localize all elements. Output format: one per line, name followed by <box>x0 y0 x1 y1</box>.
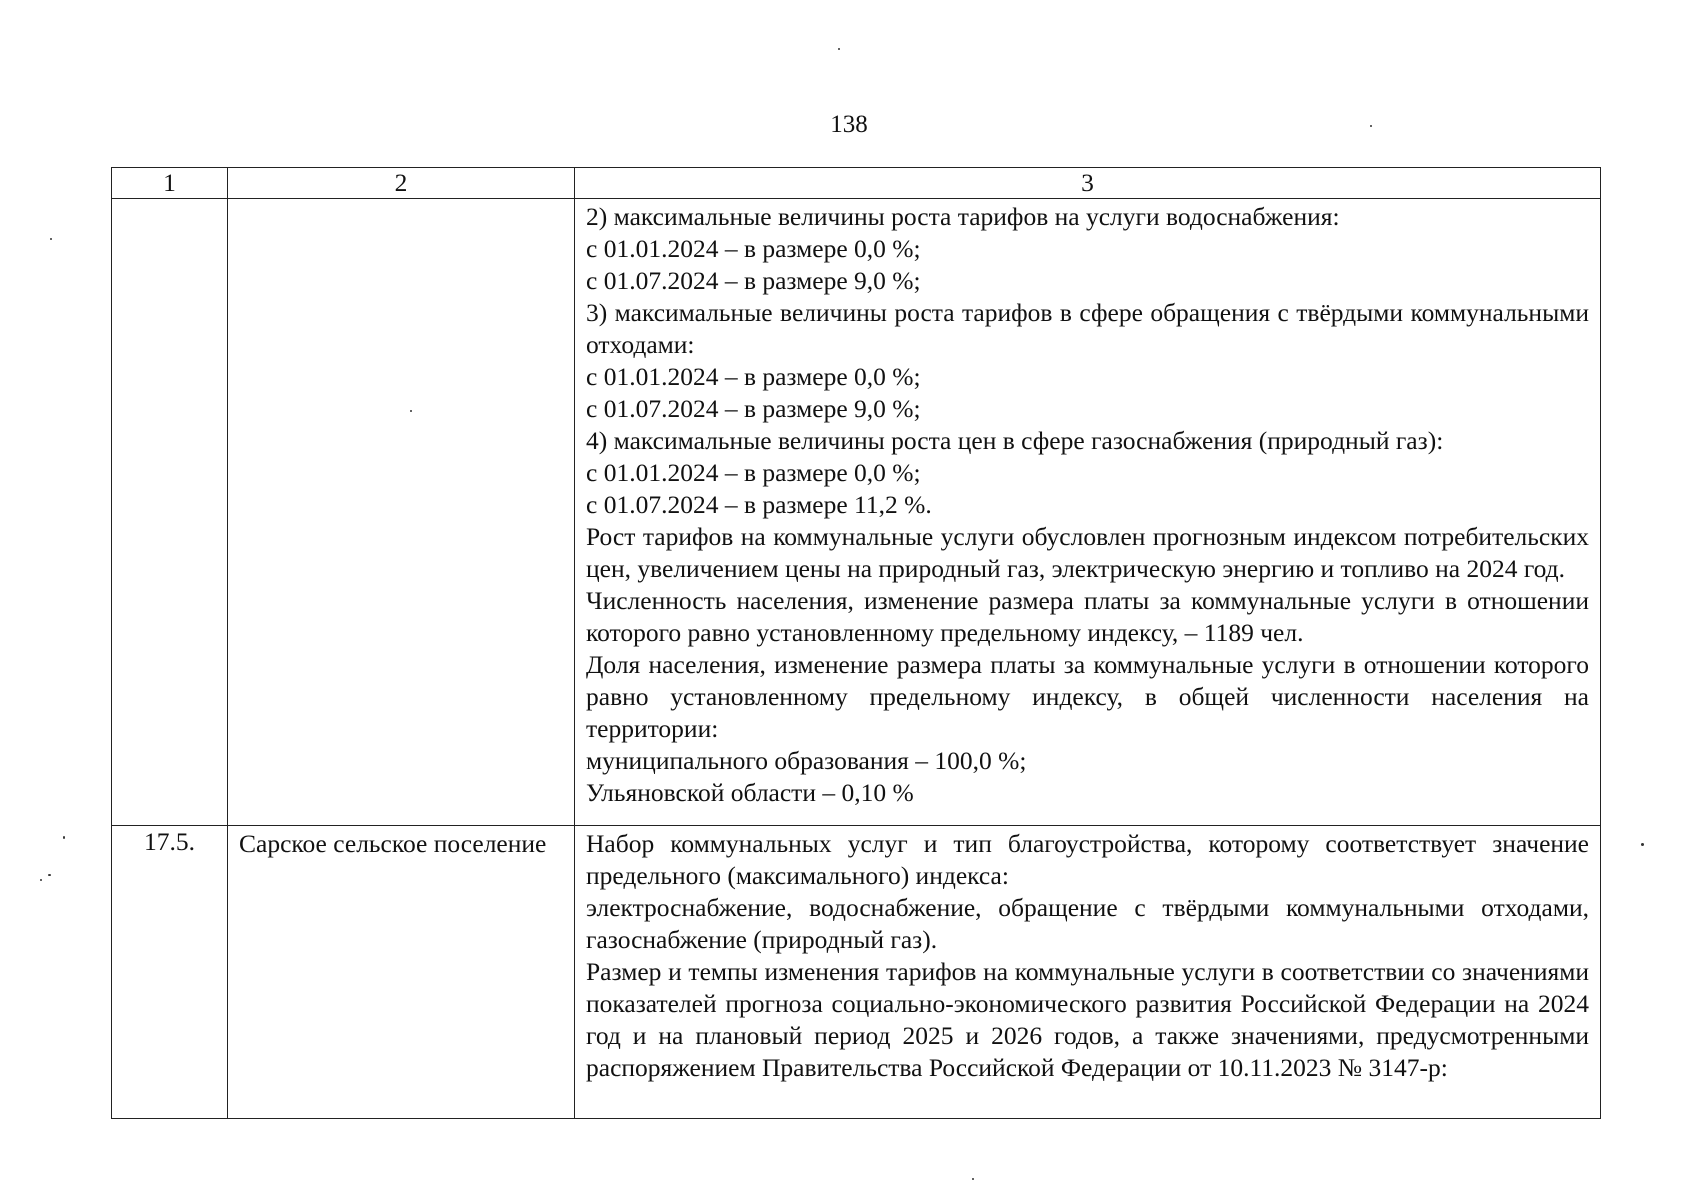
continuation-number-cell <box>112 199 228 826</box>
paragraph: 3) максимальные величины роста тарифов в сфере обращения с твёрдыми коммунальными отходами: <box>586 298 1589 359</box>
continuation-name-cell <box>228 199 575 826</box>
paragraph: Доля населения, изменение размера платы за коммунальные услуги в отношении которого равно установленному предельному индексу, в общей численности населения на территории: <box>586 650 1589 743</box>
paragraph: с 01.07.2024 – в размере 11,2 %. <box>586 490 932 519</box>
paragraph: с 01.07.2024 – в размере 9,0 %; <box>586 266 921 295</box>
paragraph: электроснабжение, водоснабжение, обращение с твёрдыми коммунальными отходами, газоснабжение (природный газ). <box>586 893 1589 954</box>
scan-speck <box>63 836 65 839</box>
scan-speck <box>972 1178 974 1180</box>
paragraph: Рост тарифов на коммунальные услуги обусловлен прогнозным индексом потребительских цен, увеличением цены на природный газ, электрическую энергию и топливо на 2024 год. <box>586 522 1589 583</box>
paragraph: 4) максимальные величины роста цен в сфере газоснабжения (природный газ): <box>586 426 1444 455</box>
paragraph: 2) максимальные величины роста тарифов на услуги водоснабжения: <box>586 202 1340 231</box>
row-number: 17.5. <box>112 826 228 1119</box>
paragraph: муниципального образования – 100,0 %; <box>586 746 1027 775</box>
header-col-2: 2 <box>228 168 575 199</box>
scan-speck <box>410 410 412 412</box>
page-number: 138 <box>830 111 868 138</box>
paragraph: Ульяновской области – 0,10 % <box>586 778 914 807</box>
scan-speck <box>50 238 52 240</box>
scan-speck <box>1370 125 1372 127</box>
table-header-row <box>112 168 1601 199</box>
header-col-1: 1 <box>112 168 228 199</box>
continuation-content-cell <box>575 199 1601 826</box>
table-row-continuation <box>112 199 1601 826</box>
settlement-name: Сарское сельское поселение <box>228 826 575 1119</box>
paragraph: Численность населения, изменение размера платы за коммунальные услуги в отношении которого равно установленному предельному индексу, – 1189 чел. <box>586 586 1589 647</box>
scan-speck <box>40 879 42 881</box>
paragraph: Набор коммунальных услуг и тип благоустройства, которому соответствует значение предельного (максимального) индекса: <box>586 829 1589 890</box>
scan-speck <box>1641 843 1644 846</box>
tariff-table <box>111 167 1601 1119</box>
paragraph: с 01.01.2024 – в размере 0,0 %; <box>586 458 921 487</box>
scan-speck <box>48 874 51 876</box>
paragraph: с 01.01.2024 – в размере 0,0 %; <box>586 234 921 263</box>
paragraph: с 01.07.2024 – в размере 9,0 %; <box>586 394 921 423</box>
table-row-17-5 <box>112 826 1601 1119</box>
paragraph: Размер и темпы изменения тарифов на коммунальные услуги в соответствии со значениями показателей прогноза социально-экономического развития Российской Федерации на 2024 год и на плановый период 2025 и 2026 годов, а также значениями, предусмотренными распоряжением Правительства Российской Федерации от 10.11.2023 № 3147-р: <box>586 957 1589 1082</box>
scan-speck <box>838 48 840 50</box>
header-col-3: 3 <box>575 168 1601 199</box>
paragraph: с 01.01.2024 – в размере 0,0 %; <box>586 362 921 391</box>
row-17-5-content-cell <box>575 826 1601 1119</box>
